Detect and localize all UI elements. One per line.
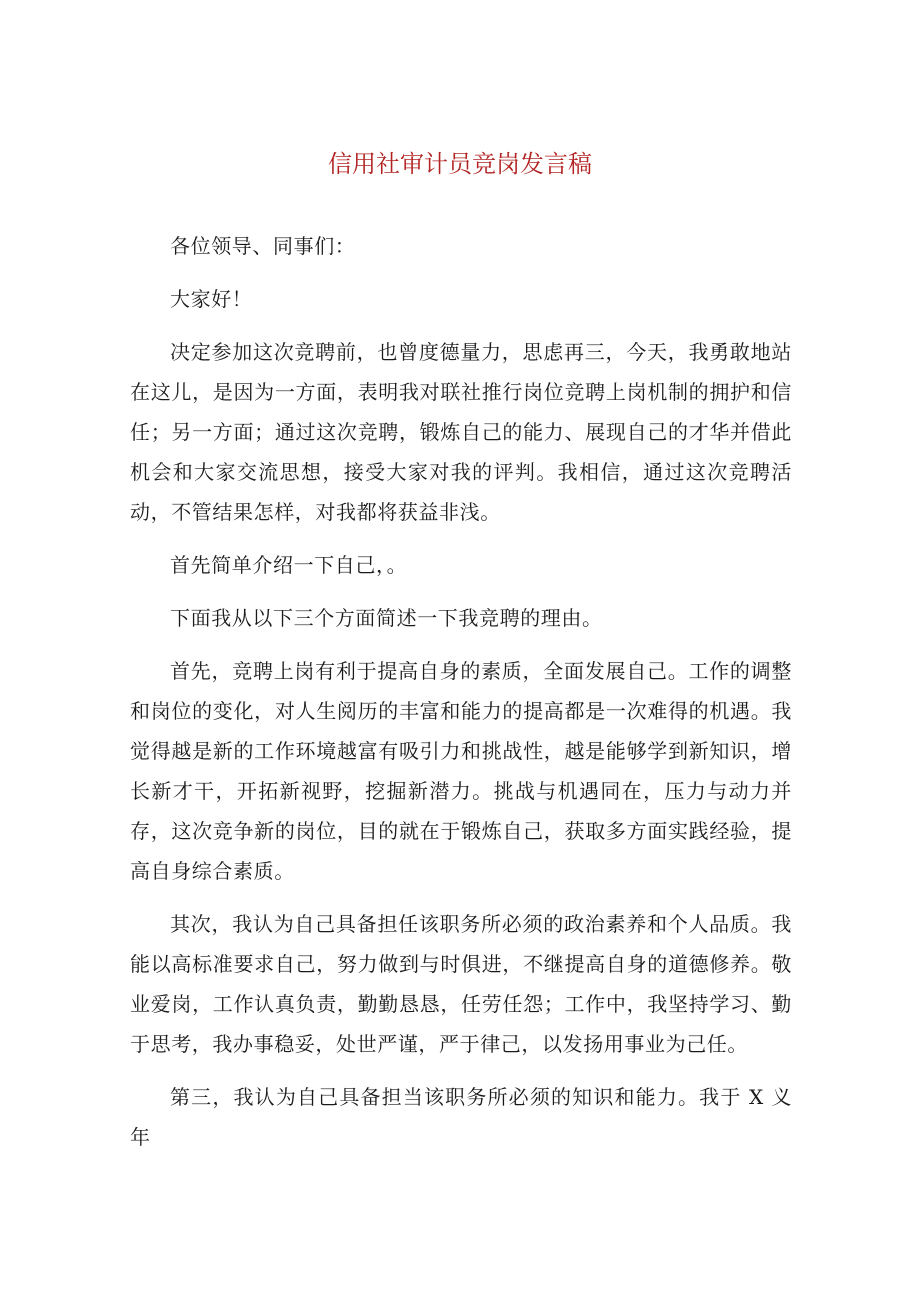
paragraph-greeting: 各位领导、同事们： [170,234,356,258]
paragraph-self-intro: 首先简单介绍一下自己，。 [170,553,408,577]
paragraph-intro: 决定参加这次竞聘前，也曾度德量力，思虑再三，今天，我勇敢地站在这儿，是因为一方面，表明我对联社推行岗位竞聘上岗机制的拥护和信任；另一方面；通过这次竞聘，锻炼自己的能力、展现自己的才华并借此机会和大家交流思想，接受大家对我的评判。我相信，通过这次竞聘活动，不管结果怎样，对我都将获益非浅。 [130,340,792,524]
paragraph-reason-one: 首先，竞聘上岗有利于提高自身的素质，全面发展自己。工作的调整和岗位的变化，对人生阅历的丰富和能力的提高都是一次难得的机遇。我觉得越是新的工作环境越富有吸引力和挑战性，越是能够学到新知识，增长新才干，开拓新视野，挖掘新潜力。挑战与机遇同在，压力与动力并存，这次竞争新的岗位，目的就在于锻炼自己，获取多方面实践经验，提高自身综合素质。 [130,659,792,883]
paragraph-reasons-lead: 下面我从以下三个方面简述一下我竞聘的理由。 [170,606,603,630]
document-body [130,226,792,1170]
document-title: 信用社审计员竞岗发言稿 [328,150,592,178]
paragraph-reason-two: 其次，我认为自己具备担任该职务所必须的政治素养和个人品质。我能以高标准要求自己，努力做到与时俱进，不继提高自身的道德修养。敬业爱岗，工作认真负责，勤勤恳恳，任劳任怨；工作中，我坚持学习、勤于思考，我办事稳妥，处世严谨，严于律己，以发扬用事业为己任。 [130,912,792,1056]
paragraph-hello: 大家好！ [170,287,253,311]
paragraph-reason-three: 第三，我认为自己具备担当该职务所必须的知识和能力。我于 X 义年 [130,1085,792,1149]
